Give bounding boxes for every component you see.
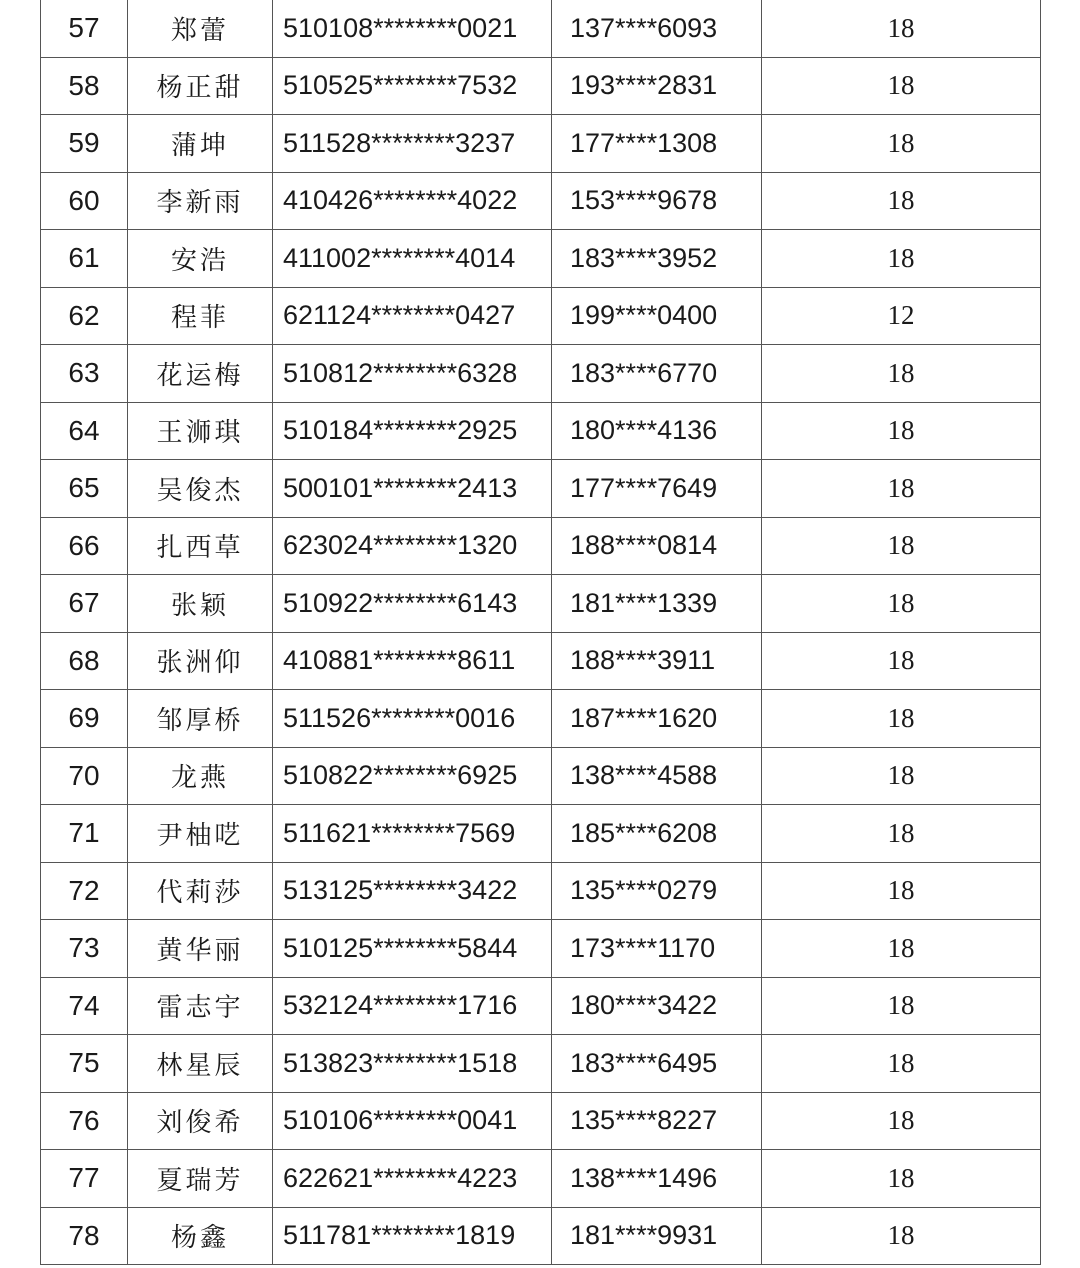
score-cell: 18	[762, 690, 1041, 748]
score-cell: 18	[762, 57, 1041, 115]
table-row	[41, 460, 1041, 518]
score-cell: 18	[762, 920, 1041, 978]
id-number-cell: 410881********8611	[273, 632, 552, 690]
row-number-cell: 71	[41, 805, 128, 863]
table-row	[41, 115, 1041, 173]
phone-cell: 185****6208	[552, 805, 762, 863]
table-row	[41, 632, 1041, 690]
name-cell: 龙燕	[128, 747, 273, 805]
phone-cell: 181****9931	[552, 1207, 762, 1265]
row-number-cell: 64	[41, 402, 128, 460]
name-cell: 夏瑞芳	[128, 1150, 273, 1208]
id-number-cell: 532124********1716	[273, 977, 552, 1035]
table-row	[41, 345, 1041, 403]
name-cell: 安浩	[128, 230, 273, 288]
id-number-cell: 623024********1320	[273, 517, 552, 575]
row-number-cell: 68	[41, 632, 128, 690]
table-row	[41, 230, 1041, 288]
table-row	[41, 402, 1041, 460]
phone-cell: 135****0279	[552, 862, 762, 920]
table-row	[41, 0, 1041, 57]
row-number-cell: 78	[41, 1207, 128, 1265]
score-cell: 18	[762, 1207, 1041, 1265]
score-cell: 18	[762, 1035, 1041, 1093]
id-number-cell: 410426********4022	[273, 172, 552, 230]
table-row	[41, 517, 1041, 575]
phone-cell: 193****2831	[552, 57, 762, 115]
table-row	[41, 1207, 1041, 1265]
name-cell: 黄华丽	[128, 920, 273, 978]
id-number-cell: 500101********2413	[273, 460, 552, 518]
score-cell: 18	[762, 172, 1041, 230]
name-cell: 刘俊希	[128, 1092, 273, 1150]
name-cell: 李新雨	[128, 172, 273, 230]
table-row	[41, 690, 1041, 748]
score-cell: 18	[762, 575, 1041, 633]
score-cell: 12	[762, 287, 1041, 345]
id-number-cell: 513125********3422	[273, 862, 552, 920]
table-row	[41, 57, 1041, 115]
phone-cell: 138****1496	[552, 1150, 762, 1208]
name-cell: 邹厚桥	[128, 690, 273, 748]
row-number-cell: 67	[41, 575, 128, 633]
id-number-cell: 510184********2925	[273, 402, 552, 460]
row-number-cell: 66	[41, 517, 128, 575]
phone-cell: 181****1339	[552, 575, 762, 633]
row-number-cell: 59	[41, 115, 128, 173]
phone-cell: 187****1620	[552, 690, 762, 748]
row-number-cell: 75	[41, 1035, 128, 1093]
phone-cell: 180****4136	[552, 402, 762, 460]
table-row	[41, 575, 1041, 633]
score-cell: 18	[762, 1092, 1041, 1150]
id-number-cell: 510525********7532	[273, 57, 552, 115]
row-number-cell: 76	[41, 1092, 128, 1150]
name-cell: 蒲坤	[128, 115, 273, 173]
phone-cell: 135****8227	[552, 1092, 762, 1150]
table-row	[41, 1092, 1041, 1150]
score-cell: 18	[762, 345, 1041, 403]
phone-cell: 177****1308	[552, 115, 762, 173]
name-cell: 代莉莎	[128, 862, 273, 920]
score-cell: 18	[762, 862, 1041, 920]
phone-cell: 188****0814	[552, 517, 762, 575]
name-cell: 花运梅	[128, 345, 273, 403]
id-number-cell: 621124********0427	[273, 287, 552, 345]
table-row	[41, 747, 1041, 805]
score-cell: 18	[762, 805, 1041, 863]
row-number-cell: 69	[41, 690, 128, 748]
name-cell: 王浉琪	[128, 402, 273, 460]
roster-table	[40, 0, 1041, 1265]
score-cell: 18	[762, 115, 1041, 173]
roster-table-container	[40, 0, 1041, 1266]
id-number-cell: 622621********4223	[273, 1150, 552, 1208]
name-cell: 张颖	[128, 575, 273, 633]
id-number-cell: 513823********1518	[273, 1035, 552, 1093]
name-cell: 雷志宇	[128, 977, 273, 1035]
row-number-cell: 57	[41, 0, 128, 57]
phone-cell: 183****6770	[552, 345, 762, 403]
table-row	[41, 920, 1041, 978]
score-cell: 18	[762, 0, 1041, 57]
name-cell: 吴俊杰	[128, 460, 273, 518]
score-cell: 18	[762, 977, 1041, 1035]
id-number-cell: 511528********3237	[273, 115, 552, 173]
phone-cell: 183****6495	[552, 1035, 762, 1093]
name-cell: 郑蕾	[128, 0, 273, 57]
score-cell: 18	[762, 460, 1041, 518]
phone-cell: 173****1170	[552, 920, 762, 978]
row-number-cell: 63	[41, 345, 128, 403]
id-number-cell: 510922********6143	[273, 575, 552, 633]
row-number-cell: 65	[41, 460, 128, 518]
name-cell: 杨正甜	[128, 57, 273, 115]
phone-cell: 138****4588	[552, 747, 762, 805]
table-row	[41, 172, 1041, 230]
score-cell: 18	[762, 517, 1041, 575]
score-cell: 18	[762, 1150, 1041, 1208]
id-number-cell: 510106********0041	[273, 1092, 552, 1150]
row-number-cell: 60	[41, 172, 128, 230]
row-number-cell: 72	[41, 862, 128, 920]
id-number-cell: 511781********1819	[273, 1207, 552, 1265]
roster-table-body	[41, 0, 1041, 1265]
table-row	[41, 1150, 1041, 1208]
phone-cell: 177****7649	[552, 460, 762, 518]
row-number-cell: 61	[41, 230, 128, 288]
row-number-cell: 77	[41, 1150, 128, 1208]
table-row	[41, 977, 1041, 1035]
phone-cell: 180****3422	[552, 977, 762, 1035]
id-number-cell: 510812********6328	[273, 345, 552, 403]
row-number-cell: 62	[41, 287, 128, 345]
table-row	[41, 805, 1041, 863]
name-cell: 尹柚呓	[128, 805, 273, 863]
id-number-cell: 510125********5844	[273, 920, 552, 978]
name-cell: 杨鑫	[128, 1207, 273, 1265]
id-number-cell: 510108********0021	[273, 0, 552, 57]
row-number-cell: 73	[41, 920, 128, 978]
name-cell: 林星辰	[128, 1035, 273, 1093]
id-number-cell: 511621********7569	[273, 805, 552, 863]
score-cell: 18	[762, 402, 1041, 460]
name-cell: 张洲仰	[128, 632, 273, 690]
row-number-cell: 58	[41, 57, 128, 115]
table-row	[41, 862, 1041, 920]
phone-cell: 183****3952	[552, 230, 762, 288]
score-cell: 18	[762, 747, 1041, 805]
id-number-cell: 411002********4014	[273, 230, 552, 288]
phone-cell: 137****6093	[552, 0, 762, 57]
phone-cell: 188****3911	[552, 632, 762, 690]
score-cell: 18	[762, 632, 1041, 690]
name-cell: 程菲	[128, 287, 273, 345]
table-row	[41, 287, 1041, 345]
row-number-cell: 74	[41, 977, 128, 1035]
row-number-cell: 70	[41, 747, 128, 805]
phone-cell: 153****9678	[552, 172, 762, 230]
id-number-cell: 510822********6925	[273, 747, 552, 805]
id-number-cell: 511526********0016	[273, 690, 552, 748]
name-cell: 扎西草	[128, 517, 273, 575]
phone-cell: 199****0400	[552, 287, 762, 345]
score-cell: 18	[762, 230, 1041, 288]
table-row	[41, 1035, 1041, 1093]
